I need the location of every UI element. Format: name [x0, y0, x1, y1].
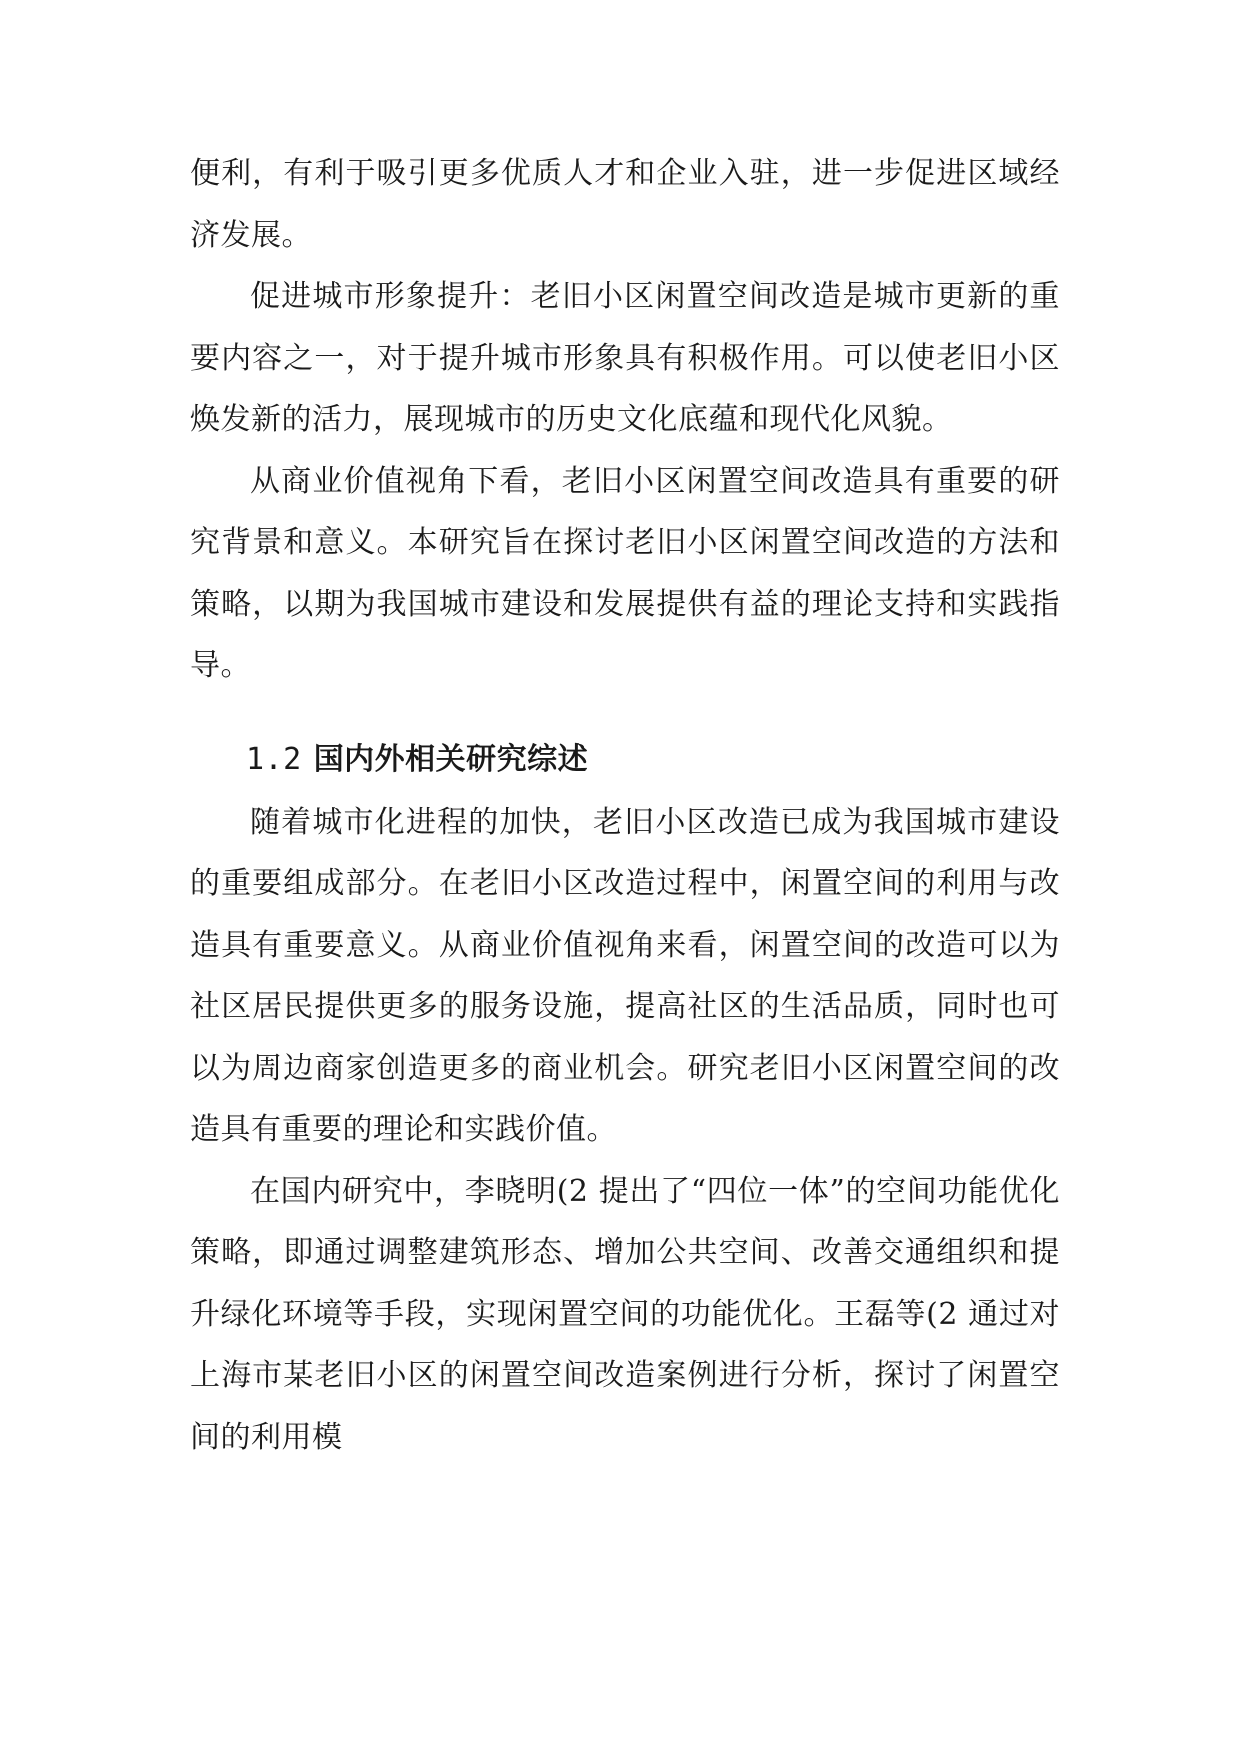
section-number: 1.2 — [246, 741, 302, 777]
paragraph-urbanization: 随着城市化进程的加快，老旧小区改造已成为我国城市建设的重要组成部分。在老旧小区改造过程中，闲置空间的利用与改造具有重要意义。从商业价值视角来看，闲置空间的改造可以为社区居民提供更多的服务设施，提高社区的生活品质，同时也可以为周边商家创造更多的商业机会。研究老旧小区闲置空间的改造具有重要的理论和实践价值。 — [190, 804, 1060, 1147]
paragraph-domestic-research: 在国内研究中，李晓明(2 提出了“四位一体”的空间功能优化策略，即通过调整建筑形态、增加公共空间、改善交通组织和提升绿化环境等手段，实现闲置空间的功能优化。王磊等(2 通过对上海市某老旧小区的闲置空间改造案例进行分析，探讨了闲置空间的利用模 — [190, 1173, 1060, 1455]
paragraph-economic-continuation: 便利，有利于吸引更多优质人才和企业入驻，进一步促进区域经济发展。 — [190, 156, 1060, 253]
paragraph-research-significance: 从商业价值视角下看，老旧小区闲置空间改造具有重要的研究背景和意义。本研究旨在探讨老旧小区闲置空间改造的方法和策略，以期为我国城市建设和发展提供有益的理论支持和实践指导。 — [190, 463, 1060, 683]
section-title: 国内外相关研究综述 — [313, 741, 589, 777]
section-heading — [190, 730, 1060, 790]
paragraph-city-image: 促进城市形象提升：老旧小区闲置空间改造是城市更新的重要内容之一，对于提升城市形象具有积极作用。可以使老旧小区焕发新的活力，展现城市的历史文化底蕴和现代化风貌。 — [190, 279, 1060, 437]
document-body — [190, 143, 1060, 1468]
